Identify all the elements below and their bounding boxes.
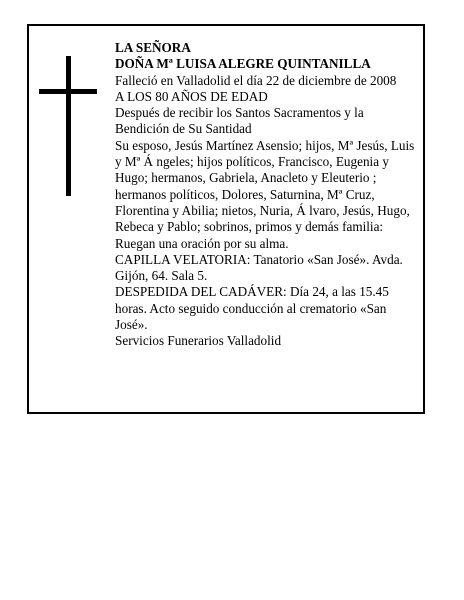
farewell-line: DESPEDIDA DEL CADÁVER: Día 24, a las 15.45 horas. Acto seguido conducción al crematorio «San José». (115, 284, 389, 333)
sacraments-line: Después de recibir los Santos Sacramentos y la Bendición de Su Santidad (115, 105, 364, 137)
cross-horizontal-bar (39, 89, 97, 94)
prayer-line: Ruegan una oración por su alma. (115, 235, 289, 251)
notice-text (115, 40, 421, 350)
chapel-line: CAPILLA VELATORIA: Tanatorio «San José». Avda. Gijón, 64. Sala 5. (115, 251, 403, 284)
notice-heading: LA SEÑORA (115, 40, 191, 55)
obituary-notice (27, 24, 425, 414)
cross-vertical-bar (66, 56, 71, 196)
deceased-name: DOÑA Mª LUISA ALEGRE QUINTANILLA (115, 56, 371, 72)
age-line: A LOS 80 AÑOS DE EDAD (115, 88, 268, 104)
cross-icon (39, 56, 97, 196)
family-list: Su esposo, Jesús Martínez Asensio; hijos, Mª Jesús, Luis y Mª Á ngeles; hijos políticos, Francisco, Eugenia y Hugo; hermanos, Gabriela, Anacleto y Eleuterio ; hermanos políticos, Dolores, Saturnina, Mª Cruz, Florentina y Abilia; nietos, Nuria, Á lvaro, Jesús, Hugo, Rebeca y Pablo; sobrinos, primos y demás familia: (115, 137, 415, 235)
funeral-service-line: Servicios Funerarios Valladolid (115, 333, 282, 349)
death-line: Falleció en Valladolid el día 22 de diciembre de 2008 (115, 72, 397, 88)
